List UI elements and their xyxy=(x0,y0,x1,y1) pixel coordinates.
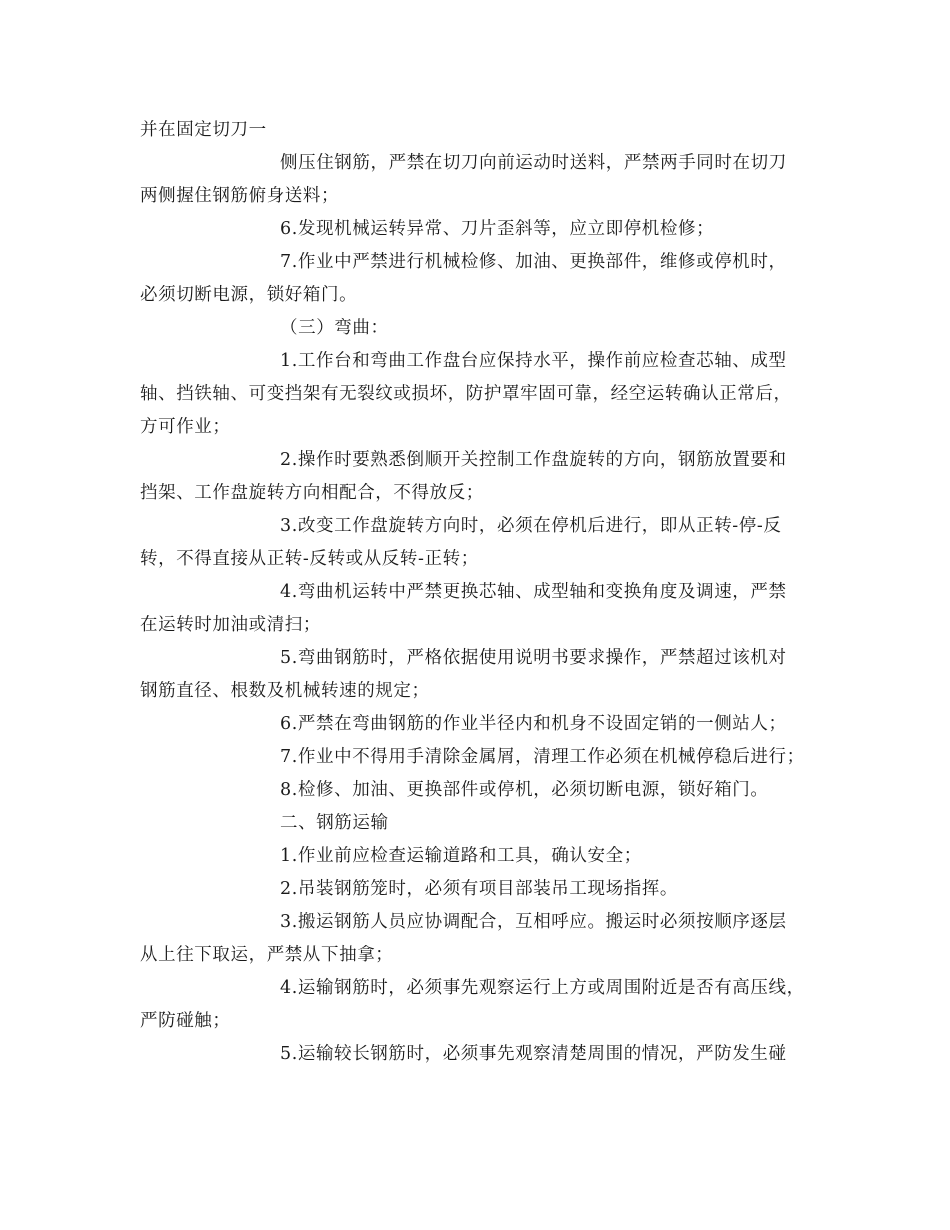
text-line: 轴、挡铁轴、可变挡架有无裂纹或损坏，防护罩牢固可靠，经空运转确认正常后， xyxy=(140,384,792,404)
text-line: 并在固定切刀一 xyxy=(140,120,267,140)
text-line: 挡架、工作盘旋转方向相配合，不得放反； xyxy=(140,483,484,503)
text-line: 必须切断电源，锁好箱门。 xyxy=(140,285,358,305)
document-body xyxy=(140,114,830,1071)
text-line: 3.改变工作盘旋转方向时，必须在停机后进行，即从正转-停-反 xyxy=(280,516,782,536)
section-heading: （三）弯曲： xyxy=(280,318,389,338)
text-line: 两侧握住钢筋俯身送料； xyxy=(140,186,340,206)
text-line: 7.作业中不得用手清除金属屑，清理工作必须在机械停稳后进行； xyxy=(280,747,805,767)
text-line: 从上往下取运，严禁从下抽拿； xyxy=(140,945,394,965)
text-line: 在运转时加油或清扫； xyxy=(140,615,321,635)
text-line: 7.作业中严禁进行机械检修、加油、更换部件，维修或停机时， xyxy=(280,252,787,272)
text-line: 侧压住钢筋，严禁在切刀向前运动时送料，严禁两手同时在切刀 xyxy=(280,153,787,173)
text-line: 2.操作时要熟悉倒顺开关控制工作盘旋转的方向，钢筋放置要和 xyxy=(280,450,787,470)
text-line: 4.运输钢筋时，必须事先观察运行上方或周围附近是否有高压线， xyxy=(280,978,805,998)
text-line: 钢筋直径、根数及机械转速的规定； xyxy=(140,681,430,701)
text-line: 转，不得直接从正转-反转或从反转-正转； xyxy=(140,549,479,569)
text-line: 6.严禁在弯曲钢筋的作业半径内和机身不设固定销的一侧站人； xyxy=(280,714,787,734)
text-line: 2.吊装钢筋笼时，必须有项目部装吊工现场指挥。 xyxy=(280,879,678,899)
text-line: 1.作业前应检查运输道路和工具，确认安全； xyxy=(280,846,642,866)
text-line: 5.运输较长钢筋时，必须事先观察清楚周围的情况，严防发生碰 xyxy=(280,1044,787,1064)
text-line: 8.检修、加油、更换部件或停机，必须切断电源，锁好箱门。 xyxy=(280,780,769,800)
text-line: 4.弯曲机运转中严禁更换芯轴、成型轴和变换角度及调速，严禁 xyxy=(280,582,787,602)
text-line: 3.搬运钢筋人员应协调配合，互相呼应。搬运时必须按顺序逐层 xyxy=(280,912,787,932)
text-line: 6.发现机械运转异常、刀片歪斜等，应立即停机检修； xyxy=(280,219,715,239)
text-line: 1.工作台和弯曲工作盘台应保持水平，操作前应检查芯轴、成型 xyxy=(280,351,787,371)
text-line: 严防碰触； xyxy=(140,1011,231,1031)
text-line: 方可作业； xyxy=(140,417,231,437)
text-line: 5.弯曲钢筋时，严格依据使用说明书要求操作，严禁超过该机对 xyxy=(280,648,787,668)
section-heading: 二、钢筋运输 xyxy=(280,813,389,833)
